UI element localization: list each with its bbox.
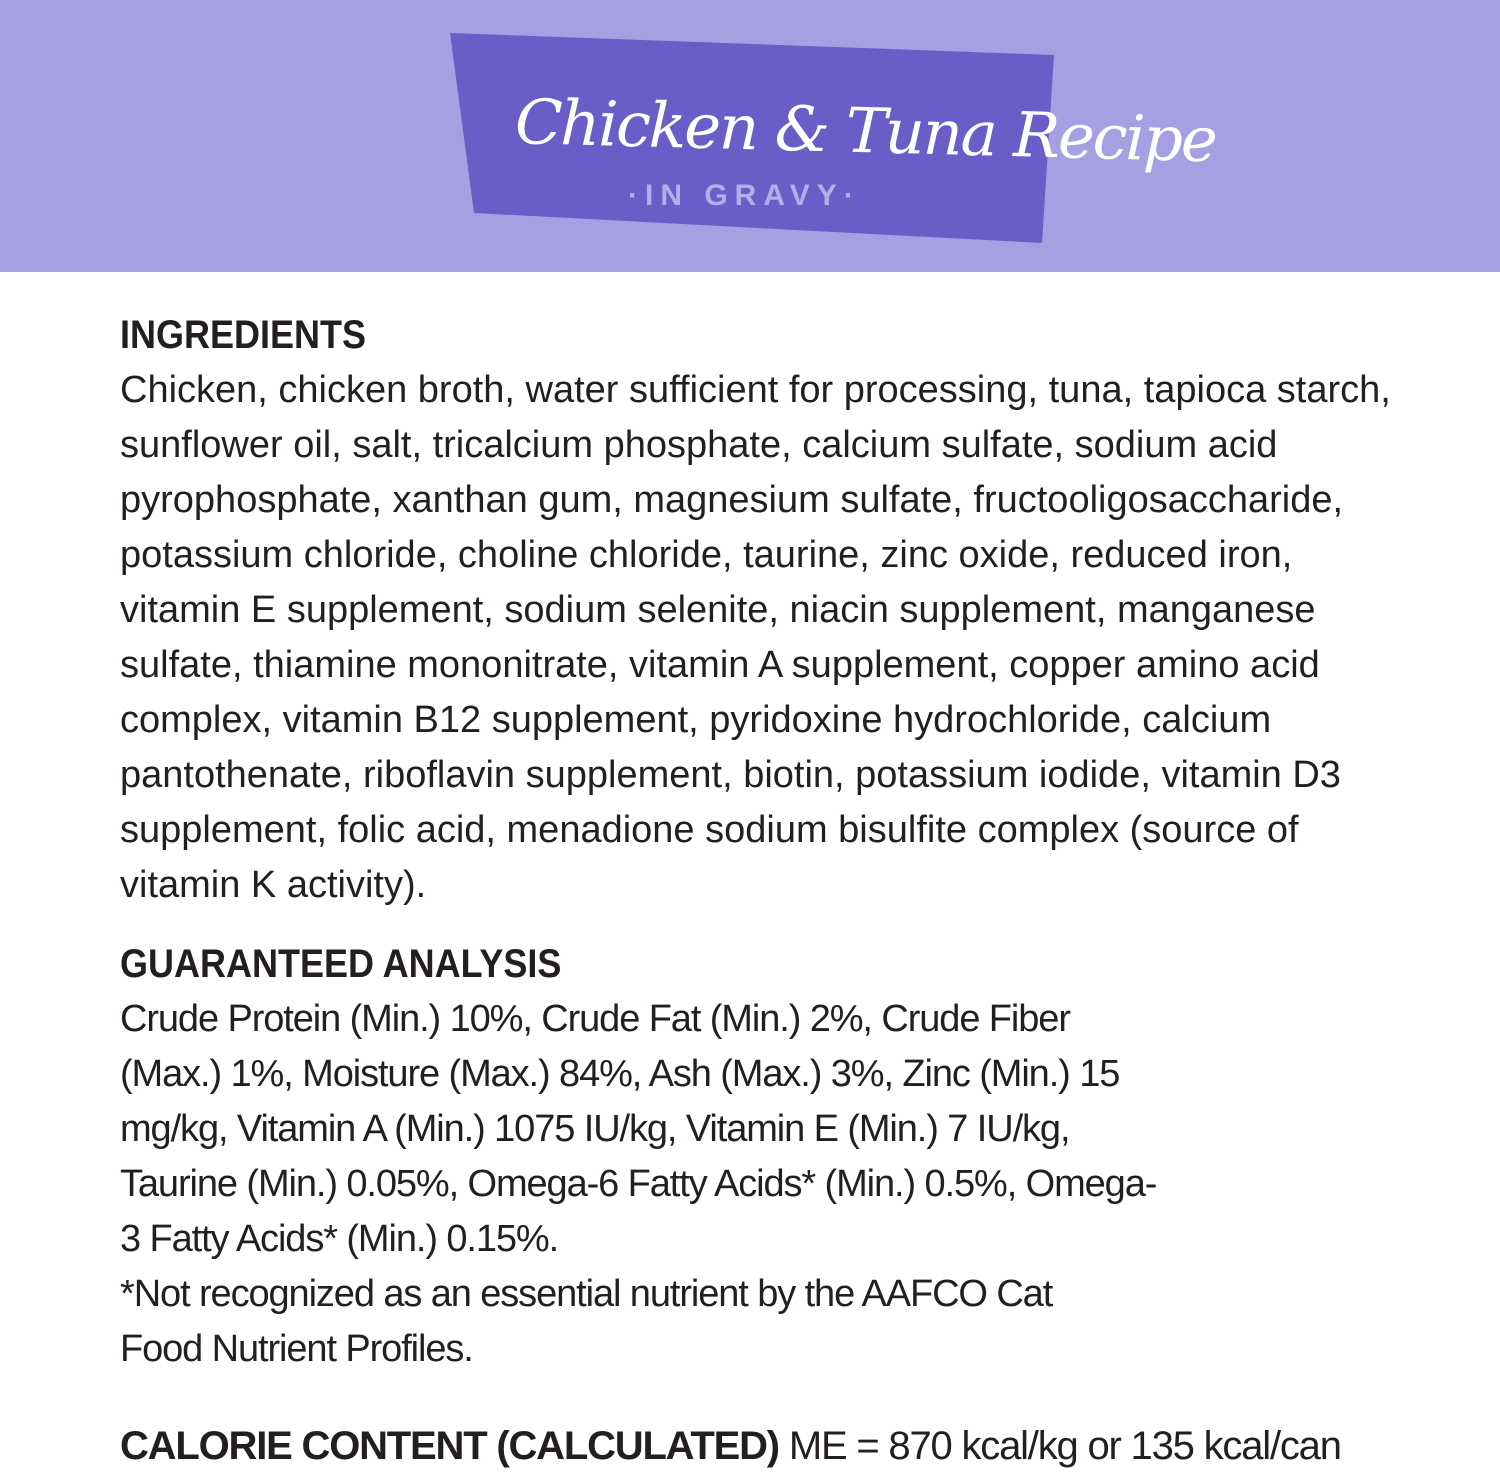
banner-title: Chicken & Tuna Recipe bbox=[514, 85, 1217, 177]
label-content bbox=[120, 308, 1410, 1474]
ingredients-list: Chicken, chicken broth, water sufficient for processing, tuna, tapioca starch, sunflower oil, salt, tricalcium phosphate, calcium sulfate, sodium acid pyrophosphate, xanthan gum, magnesium sulfate, fructooligosaccharide, potassium chloride, choline chloride, taurine, zinc oxide, reduced iron, vitamin E supplement, sodium selenite, niacin supplement, manganese sulfate, thiamine mononitrate, vitamin A supplement, copper amino acid complex, vitamin B12 supplement, pyridoxine hydrochloride, calcium pantothenate, riboflavin supplement, biotin, potassium iodide, vitamin D3 supplement, folic acid, menadione sodium bisulfite complex (source of vitamin K activity). bbox=[120, 369, 1391, 906]
aafco-footnote: *Not recognized as an essential nutrient by the AAFCO Cat Food Nutrient Profiles. bbox=[120, 1273, 1053, 1370]
calorie-content bbox=[120, 1419, 1410, 1474]
ingredients-heading: INGREDIENTS bbox=[120, 313, 367, 357]
guaranteed-analysis-text: Crude Protein (Min.) 10%, Crude Fat (Min.) 2%, Crude Fiber (Max.) 1%, Moisture (Max.) 84%, Ash (Max.) 3%, Zinc (Min.) 15 mg/kg, Vitamin A (Min.) 1075 IU/kg, Vitamin E (Min.) 7 IU/kg, Taurine (Min.) 0.05%, Omega-6 Fatty Acids* (Min.) 0.5%, Omega-3 Fatty Acids* (Min.) 0.15%. bbox=[120, 998, 1157, 1260]
guaranteed-analysis-heading: GUARANTEED ANALYSIS bbox=[120, 942, 562, 986]
recipe-banner bbox=[450, 33, 1217, 243]
calorie-content-heading: CALORIE CONTENT (CALCULATED) bbox=[120, 1424, 779, 1468]
calorie-content-value: ME = 870 kcal/kg or 135 kcal/can bbox=[778, 1424, 1341, 1468]
banner-subtitle: ·IN GRAVY· bbox=[628, 179, 861, 212]
